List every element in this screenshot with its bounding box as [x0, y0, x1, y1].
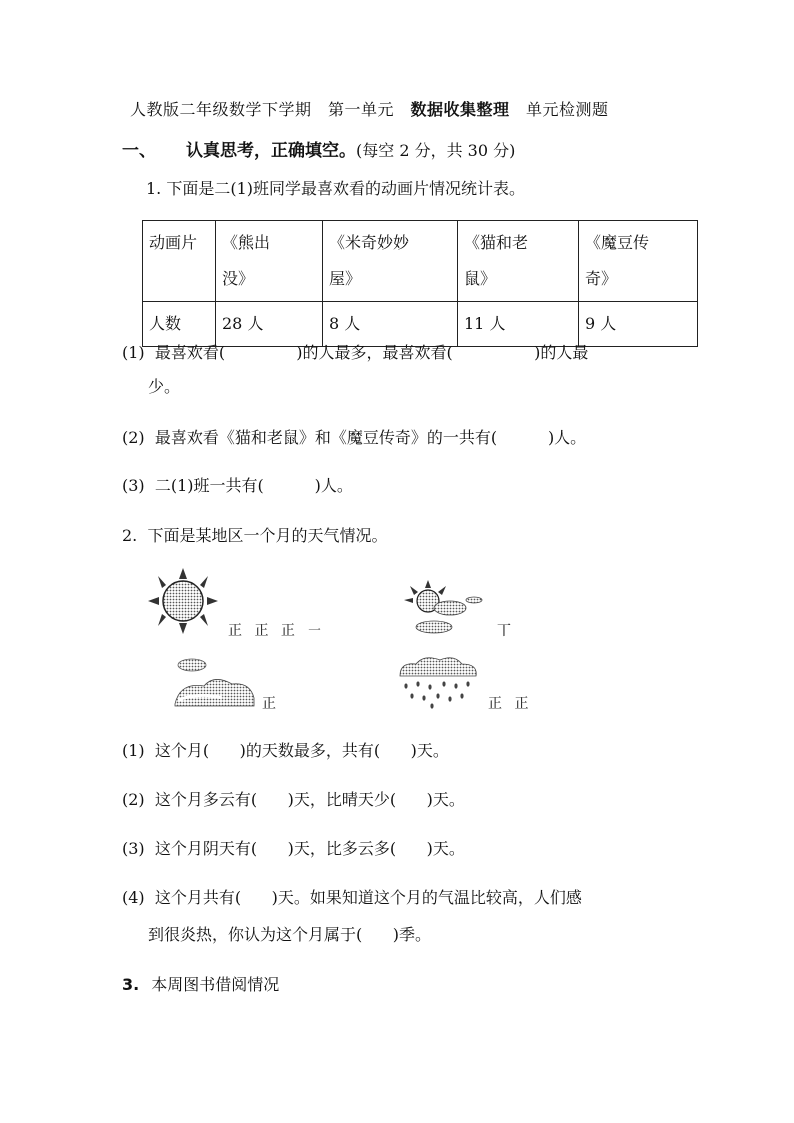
tally-rain: 正 正	[488, 696, 533, 712]
value-cell: 9 人	[579, 302, 698, 347]
q2-sub3: (3) 这个月阴天有( )天，比多云多( )天。	[122, 839, 465, 858]
section-heading	[122, 136, 515, 161]
cartoon-stats-table	[142, 220, 698, 347]
value-cell: 11 人	[458, 302, 579, 347]
tally-sunny: 正 正 正 ㇐	[228, 623, 326, 639]
q1-sub2: (2) 最喜欢看《猫和老鼠》和《魔豆传奇》的一共有( )人。	[122, 428, 587, 447]
q1-sub3: (3) 二(1)班一共有( )人。	[122, 476, 353, 495]
partly-cloudy-icon	[398, 580, 490, 636]
question-1-intro: 1. 下面是二(1)班同学最喜欢看的动画片情况统计表。	[146, 179, 526, 198]
q2-sub2: (2) 这个月多云有( )天，比晴天少( )天。	[122, 790, 465, 809]
header-cell: 《猫和老 鼠》	[458, 221, 579, 302]
table-header-row	[143, 221, 698, 302]
question-3-number: 3.	[122, 975, 140, 994]
tally-cloudy: 正	[262, 696, 280, 712]
q2-sub4-line2: 到很炎热，你认为这个月属于( )季。	[148, 925, 432, 944]
header-cell: 《熊出 没》	[216, 221, 323, 302]
question-2-intro: 2. 下面是某地区一个月的天气情况。	[122, 526, 388, 545]
cloudy-icon	[170, 656, 260, 710]
value-cell: 8 人	[323, 302, 458, 347]
section-note: (每空 2 分，共 30 分)	[356, 141, 516, 160]
value-cell: 28 人	[216, 302, 323, 347]
sun-icon	[148, 568, 218, 634]
q1-sub1-line2: 少。	[148, 377, 181, 396]
q2-sub1: (1) 这个月( )的天数最多，共有( )天。	[122, 741, 449, 760]
header-cell: 《米奇妙妙 屋》	[323, 221, 458, 302]
row-label-cell: 人数	[143, 302, 216, 347]
header-cell: 《魔豆传 奇》	[579, 221, 698, 302]
section-number: 一、	[122, 141, 156, 161]
q2-sub4-line1: (4) 这个月共有( )天。如果知道这个月的气温比较高，人们感	[122, 888, 582, 907]
rain-icon	[396, 654, 480, 710]
section-title: 认真思考，正确填空。	[186, 141, 356, 161]
question-3-text: 本周图书借阅情况	[151, 975, 280, 994]
page-title: 人教版二年级数学下学期 第一单元 数据收集整理 单元检测题	[130, 100, 609, 119]
tally-partly-cloudy: 丅	[497, 623, 515, 639]
q1-sub1-line1: (1) 最喜欢看( )的人最多，最喜欢看( )的人最	[122, 343, 589, 362]
header-label-cell: 动画片	[143, 221, 216, 302]
question-3	[122, 972, 279, 995]
